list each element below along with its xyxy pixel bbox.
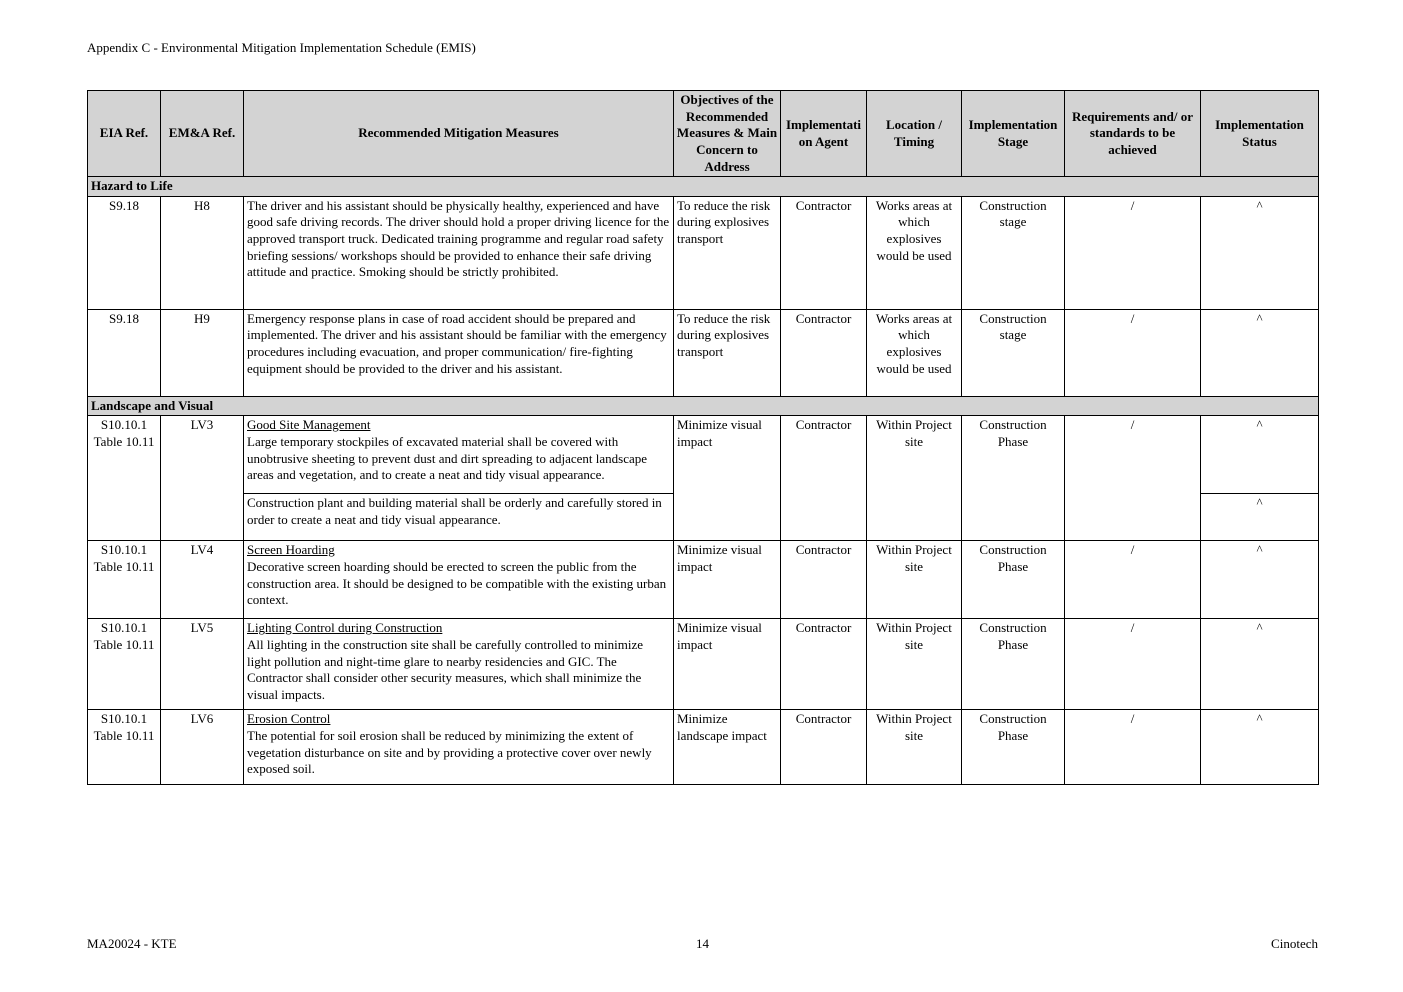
cell-requirements: /: [1065, 541, 1201, 619]
section-header-landscape-and-visual: [88, 396, 1319, 416]
col-header-requirements: Requirements and/ or standards to be achieved: [1065, 91, 1201, 177]
cell-ema-ref: LV5: [161, 619, 244, 710]
cell-status: ^: [1201, 494, 1319, 541]
emis-table: [87, 90, 1319, 785]
cell-location: Within Project site: [867, 416, 962, 541]
cell-measures: Construction plant and building material shall be orderly and carefully stored in order to create a neat and tidy visual appearance.: [244, 494, 674, 541]
cell-agent: Contractor: [781, 541, 867, 619]
section-title: Hazard to Life: [88, 177, 1319, 197]
cell-requirements: /: [1065, 309, 1201, 396]
cell-eia-ref: S10.10.1 Table 10.11: [88, 541, 161, 619]
cell-ema-ref: H8: [161, 196, 244, 309]
cell-stage: Construction Phase: [962, 710, 1065, 785]
cell-measures: [244, 619, 674, 710]
cell-ema-ref: LV3: [161, 416, 244, 541]
cell-objectives: Minimize visual impact: [674, 619, 781, 710]
cell-measures: [244, 710, 674, 785]
cell-status: ^: [1201, 541, 1319, 619]
cell-location: Works areas at which explosives would be used: [867, 309, 962, 396]
cell-measures: Emergency response plans in case of road accident should be prepared and implemented. The driver and his assistant should be familiar with the emergency procedures including evacuation, and proper communication/ fire-fighting equipment should be provided to the driver and his assistant.: [244, 309, 674, 396]
cell-agent: Contractor: [781, 619, 867, 710]
col-header-agent: Implementation Agent: [781, 91, 867, 177]
cell-status: ^: [1201, 416, 1319, 494]
footer-doc-ref: MA20024 - KTE: [87, 936, 177, 951]
cell-measures: [244, 541, 674, 619]
cell-location: Within Project site: [867, 541, 962, 619]
cell-objectives: Minimize landscape impact: [674, 710, 781, 785]
footer-company: Cinotech: [1271, 936, 1318, 951]
cell-eia-ref: S10.10.1 Table 10.11: [88, 710, 161, 785]
measure-body: Large temporary stockpiles of excavated material shall be covered with unobtrusive sheeting to prevent dust and dirt spreading to adjacent landscape areas and vegetation, and to create a neat and tidy visual appearance.: [247, 434, 647, 483]
col-header-ema-ref: EM&A Ref.: [161, 91, 244, 177]
cell-agent: Contractor: [781, 309, 867, 396]
cell-eia-ref: S10.10.1 Table 10.11: [88, 416, 161, 541]
measure-body: The potential for soil erosion shall be reduced by minimizing the extent of vegetation disturbance on site and by providing a protective cover over newly exposed soil.: [247, 728, 652, 777]
measure-title: Erosion Control: [247, 711, 331, 727]
col-header-eia-ref: EIA Ref.: [88, 91, 161, 177]
cell-eia-ref: S9.18: [88, 196, 161, 309]
cell-location: Within Project site: [867, 619, 962, 710]
table-row-lv6: [88, 710, 1319, 785]
cell-status: ^: [1201, 309, 1319, 396]
measure-body: All lighting in the construction site shall be carefully controlled to minimize light pollution and night-time glare to nearby residencies and GIC. The Contractor shall consider other security measures, which shall minimize the visual impacts.: [247, 637, 644, 702]
cell-agent: Contractor: [781, 416, 867, 541]
cell-agent: Contractor: [781, 196, 867, 309]
cell-objectives: To reduce the risk during explosives transport: [674, 309, 781, 396]
table-row-lv5: [88, 619, 1319, 710]
cell-objectives: Minimize visual impact: [674, 541, 781, 619]
cell-stage: Construction Phase: [962, 541, 1065, 619]
table-row-h8: [88, 196, 1319, 309]
cell-ema-ref: LV4: [161, 541, 244, 619]
col-header-objectives: Objectives of the Recommended Measures & Main Concern to Address: [674, 91, 781, 177]
appendix-title: Appendix C - Environmental Mitigation Implementation Schedule (EMIS): [87, 40, 476, 55]
cell-ema-ref: LV6: [161, 710, 244, 785]
col-header-stage: Implementation Stage: [962, 91, 1065, 177]
cell-requirements: /: [1065, 710, 1201, 785]
cell-agent: Contractor: [781, 710, 867, 785]
cell-location: Works areas at which explosives would be used: [867, 196, 962, 309]
cell-location: Within Project site: [867, 710, 962, 785]
measure-title: Screen Hoarding: [247, 542, 335, 558]
section-title: Landscape and Visual: [88, 396, 1319, 416]
cell-eia-ref: S9.18: [88, 309, 161, 396]
col-header-status: Implementation Status: [1201, 91, 1319, 177]
cell-objectives: Minimize visual impact: [674, 416, 781, 541]
cell-requirements: /: [1065, 619, 1201, 710]
page-footer: [87, 936, 1318, 952]
col-header-measures: Recommended Mitigation Measures: [244, 91, 674, 177]
cell-measures: [244, 416, 674, 494]
cell-ema-ref: H9: [161, 309, 244, 396]
cell-measures: The driver and his assistant should be physically healthy, experienced and have good safe driving records. The driver should hold a proper driving licence for the approved transport truck. Dedicated training programme and regular road safety briefing sessions/ workshops should be provided to enhance their safe driving attitude and practice. Smoking should be strictly prohibited.: [244, 196, 674, 309]
table-row-h9: [88, 309, 1319, 396]
table-header-row: [88, 91, 1319, 177]
cell-status: ^: [1201, 710, 1319, 785]
cell-stage: Construction stage: [962, 309, 1065, 396]
table-row-lv3: [88, 416, 1319, 494]
cell-requirements: /: [1065, 416, 1201, 541]
measure-title: Lighting Control during Construction: [247, 620, 443, 636]
measure-body: Decorative screen hoarding should be erected to screen the public from the construction area. It should be designed to be compatible with the existing urban context.: [247, 559, 667, 608]
footer-page-number: 14: [695, 936, 709, 951]
cell-status: ^: [1201, 619, 1319, 710]
cell-status: ^: [1201, 196, 1319, 309]
measure-title: Good Site Management: [247, 417, 371, 433]
cell-stage: Construction stage: [962, 196, 1065, 309]
col-header-location: Location / Timing: [867, 91, 962, 177]
cell-objectives: To reduce the risk during explosives transport: [674, 196, 781, 309]
cell-stage: Construction Phase: [962, 619, 1065, 710]
cell-eia-ref: S10.10.1 Table 10.11: [88, 619, 161, 710]
section-header-hazard-to-life: [88, 177, 1319, 197]
table-row-lv4: [88, 541, 1319, 619]
cell-stage: Construction Phase: [962, 416, 1065, 541]
cell-requirements: /: [1065, 196, 1201, 309]
